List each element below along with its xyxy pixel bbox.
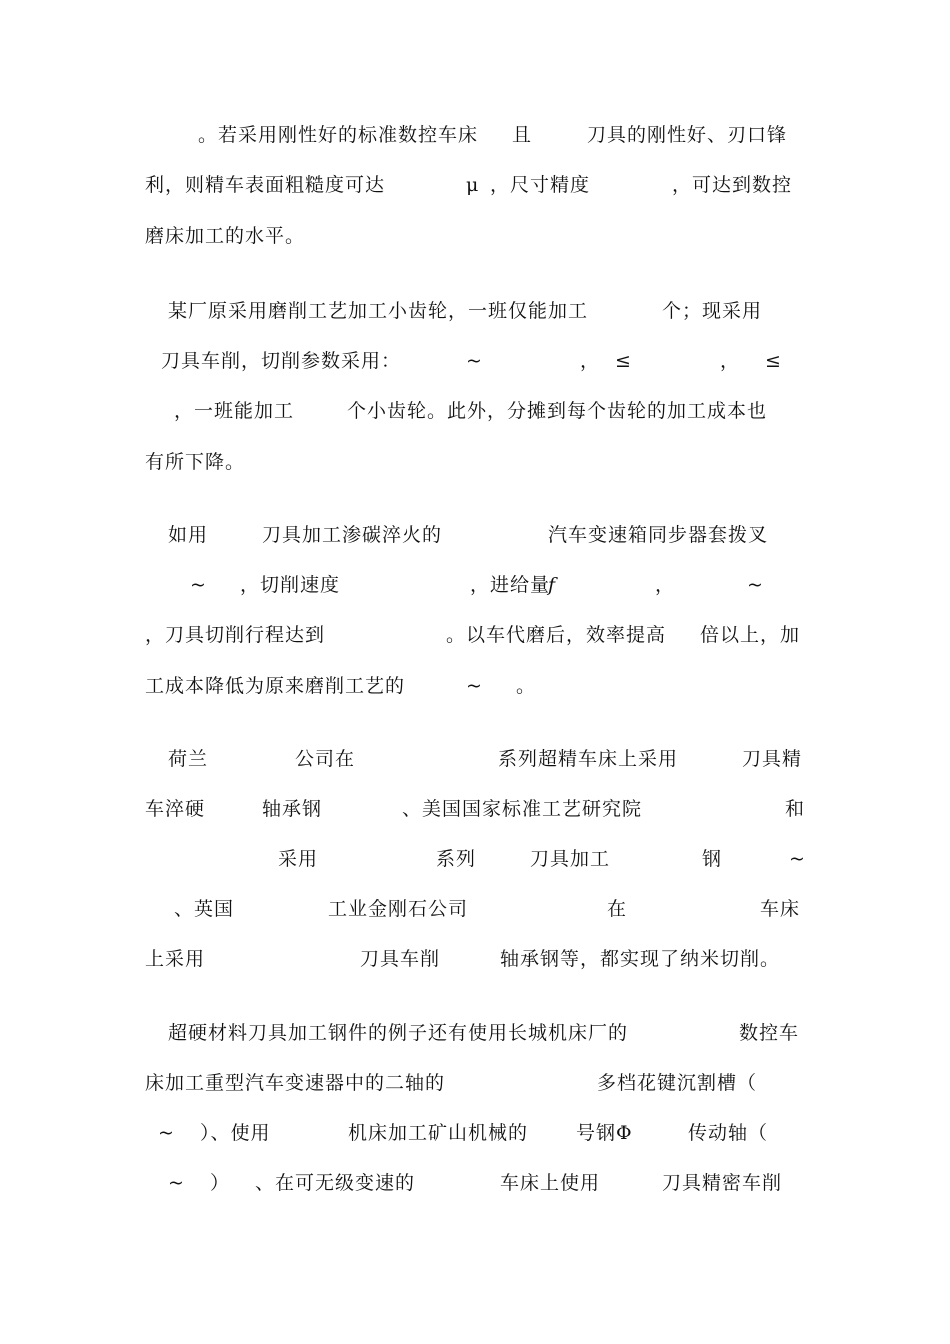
text-line [0, 1117, 950, 1149]
text-line [0, 345, 950, 377]
text-fragment: 刀具车削，切削参数采用： [161, 350, 402, 372]
text-fragment: ， [580, 350, 601, 372]
text-line [0, 295, 950, 327]
text-fragment: 号钢Φ [576, 1122, 633, 1144]
text-fragment: 轴承钢 [262, 798, 323, 820]
text-fragment: 车床 [760, 898, 801, 920]
text-fragment: 荷兰 [168, 748, 209, 770]
text-fragment: ，进给量 [470, 574, 551, 596]
text-fragment: μ [466, 174, 480, 196]
text-fragment: 床加工重型汽车变速器中的二轴的 [145, 1072, 446, 1094]
text-fragment: 在 [607, 898, 628, 920]
text-line [0, 1017, 950, 1049]
text-fragment: 如用 [168, 524, 209, 546]
text-fragment: f [548, 574, 557, 596]
text-fragment: 某厂原采用磨削工艺加工小齿轮，一班仅能加工 [168, 300, 589, 322]
text-line [0, 670, 950, 702]
text-line [0, 793, 950, 825]
text-fragment: 磨床加工的水平。 [145, 225, 306, 247]
text-fragment: ~ [466, 350, 483, 372]
text-fragment: ≤ [615, 350, 632, 372]
text-fragment: 刀具的刚性好、刃口锋 [587, 124, 788, 146]
text-line [0, 446, 950, 478]
text-line [0, 519, 950, 551]
text-fragment: ） [210, 1172, 231, 1194]
text-fragment: 超硬材料刀具加工钢件的例子还有使用长城机床厂的 [168, 1022, 629, 1044]
text-fragment: 工业金刚石公司 [328, 898, 469, 920]
text-fragment: 刀具加工渗碳淬火的 [262, 524, 443, 546]
text-fragment: 公司在 [295, 748, 356, 770]
text-line [0, 743, 950, 775]
text-line [0, 169, 950, 201]
text-fragment: 、美国国家标准工艺研究院 [402, 798, 643, 820]
text-line [0, 395, 950, 427]
text-fragment: ~ [747, 574, 764, 596]
text-fragment: 数控车 [739, 1022, 800, 1044]
text-fragment: ~ [789, 848, 806, 870]
text-fragment: ，可达到数控 [672, 174, 793, 196]
text-fragment: 系列超精车床上采用 [498, 748, 679, 770]
text-fragment: 刀具精密车削 [662, 1172, 783, 1194]
text-fragment: ≤ [765, 350, 782, 372]
text-fragment: 刀具加工 [530, 848, 611, 870]
text-line [0, 893, 950, 925]
text-fragment: 。若采用刚性好的标准数控车床 [198, 124, 479, 146]
text-fragment: ，尺寸精度 [490, 174, 591, 196]
text-fragment: 和 [785, 798, 806, 820]
text-fragment: ， [720, 350, 741, 372]
text-fragment: ，刀具切削行程达到 [145, 624, 326, 646]
text-fragment: ~ [158, 1122, 175, 1144]
text-fragment: 钢 [702, 848, 723, 870]
text-line [0, 943, 950, 975]
text-fragment: 、在可无级变速的 [255, 1172, 416, 1194]
text-fragment: 汽车变速箱同步器套拨叉 [548, 524, 769, 546]
text-line [0, 220, 950, 252]
text-fragment: 有所下降。 [145, 451, 246, 473]
text-fragment: 个小齿轮。此外，分摊到每个齿轮的加工成本也 [347, 400, 768, 422]
text-line [0, 619, 950, 651]
text-fragment: 倍以上，加 [700, 624, 801, 646]
text-line [0, 843, 950, 875]
text-fragment: ~ [466, 675, 483, 697]
text-fragment: 个；现采用 [662, 300, 763, 322]
text-fragment: ~ [168, 1172, 185, 1194]
text-fragment: 。 [516, 675, 537, 697]
text-fragment: 车淬硬 [145, 798, 206, 820]
text-fragment: 。以车代磨后，效率提高 [446, 624, 667, 646]
text-fragment: 车床上使用 [500, 1172, 601, 1194]
text-fragment: ， [655, 574, 676, 596]
text-fragment: 系列 [436, 848, 477, 870]
text-line [0, 1167, 950, 1199]
text-fragment: 轴承钢等，都实现了纳米切削。 [500, 948, 781, 970]
text-line [0, 1067, 950, 1099]
text-fragment: 采用 [278, 848, 319, 870]
text-line [0, 119, 950, 151]
text-fragment: 机床加工矿山机械的 [348, 1122, 529, 1144]
text-fragment: 工成本降低为原来磨削工艺的 [145, 675, 406, 697]
text-fragment: ，一班能加工 [174, 400, 295, 422]
text-fragment: 传动轴（ [688, 1122, 769, 1144]
text-fragment: ，切削速度 [240, 574, 341, 596]
text-fragment: ）、使用 [200, 1122, 271, 1144]
text-fragment: ~ [190, 574, 207, 596]
text-fragment: 利，则精车表面粗糙度可达 [145, 174, 386, 196]
text-fragment: 上采用 [145, 948, 206, 970]
text-line [0, 569, 950, 601]
text-fragment: 、英国 [174, 898, 235, 920]
text-fragment: 刀具车削 [360, 948, 441, 970]
text-fragment: 刀具精 [742, 748, 803, 770]
text-fragment: 多档花键沉割槽（ [597, 1072, 758, 1094]
text-fragment: 且 [512, 124, 533, 146]
